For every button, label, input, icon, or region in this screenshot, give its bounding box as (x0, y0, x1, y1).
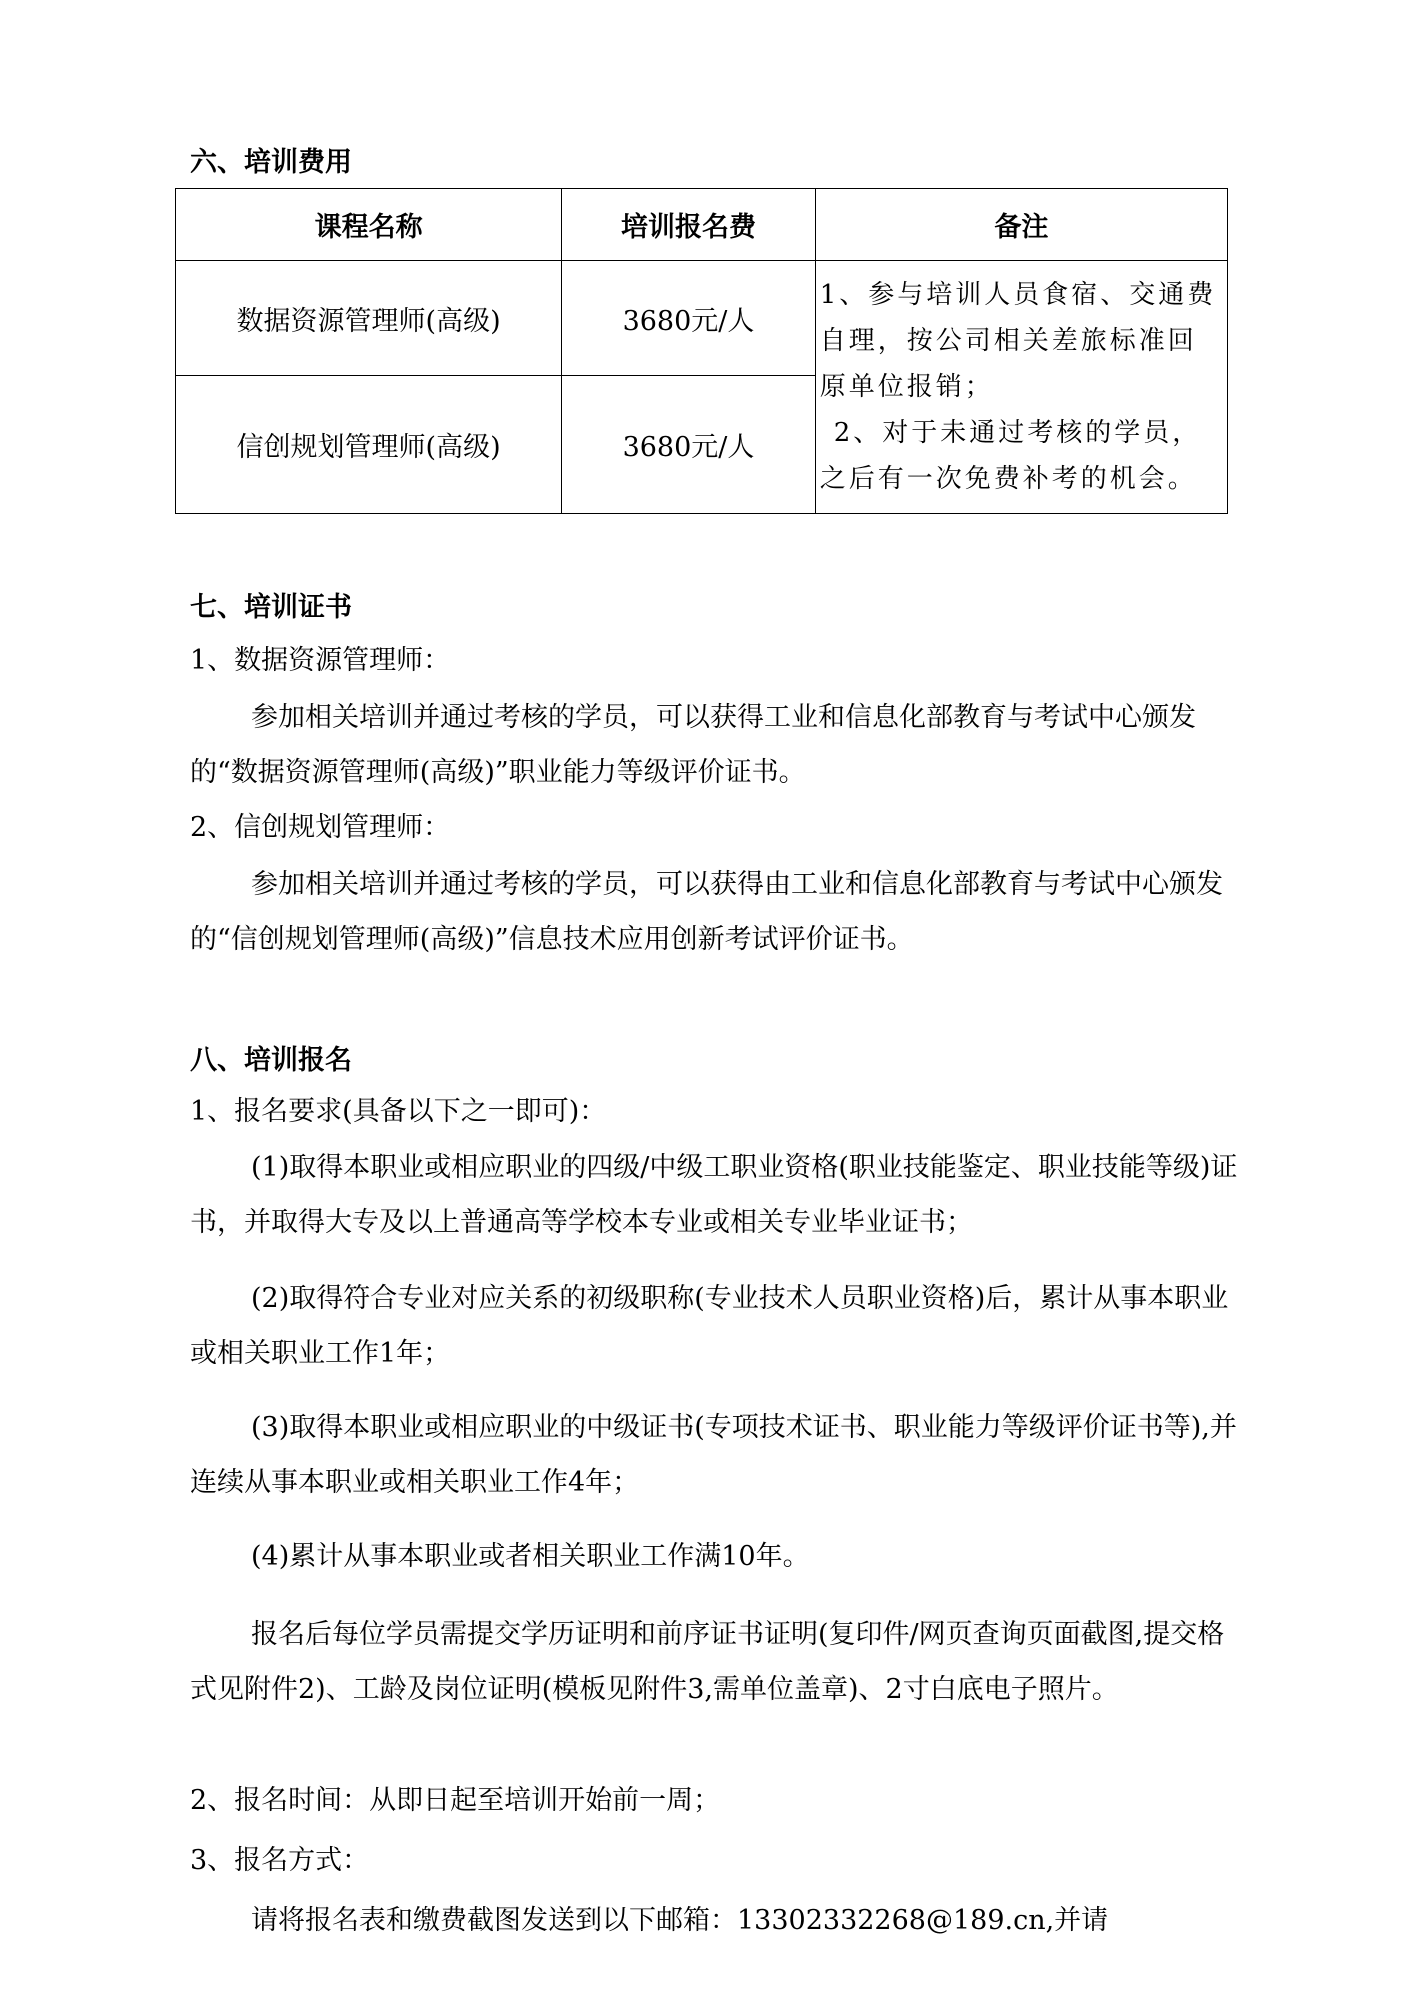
course-name: 数据资源管理师(高级) (176, 261, 562, 376)
cert-item-1-title: 1、数据资源管理师： (190, 645, 451, 676)
section-7-title: 七、培训证书 (190, 592, 352, 623)
header-remark: 备注 (815, 189, 1227, 261)
remark-cell (815, 261, 1227, 514)
requirement-4: (4)累计从事本职业或者相关职业工作满10年。 (251, 1541, 810, 1572)
submission-note: 报名后每位学员需提交学历证明和前序证书证明(复印件/网页查询页面截图,提交格式见附件2)、工龄及岗位证明(模板见附件3,需单位盖章)、2寸白底电子照片。 (190, 1619, 1225, 1705)
requirements-title: 1、报名要求(具备以下之一即可)： (190, 1096, 607, 1127)
remark-line-2: 2、对于未通过考核的学员， 之后有一次免费补考的机会。 (819, 418, 1202, 494)
registration-time: 2、报名时间：从即日起至培训开始前一周； (190, 1785, 721, 1816)
registration-method-title: 3、报名方式： (190, 1845, 370, 1876)
cert-item-2-text: 参加相关培训并通过考核的学员，可以获得由工业和信息化部教育与考试中心颁发的“信创规划管理师(高级)”信息技术应用创新考试评价证书。 (190, 869, 1223, 955)
cert-item-2-title: 2、信创规划管理师： (190, 812, 451, 843)
header-course: 课程名称 (176, 189, 562, 261)
section-8-title: 八、培训报名 (190, 1045, 352, 1076)
course-fee: 3680元/人 (562, 261, 816, 376)
registration-method-text: 请将报名表和缴费截图发送到以下邮箱：13302332268@189.cn,并请 (251, 1905, 1109, 1936)
requirement-3: (3)取得本职业或相应职业的中级证书(专项技术证书、职业能力等级评价证书等),并连续从事本职业或相关职业工作4年； (190, 1412, 1237, 1498)
course-name: 信创规划管理师(高级) (176, 376, 562, 514)
requirement-1: (1)取得本职业或相应职业的四级/中级工职业资格(职业技能鉴定、职业技能等级)证书，并取得大专及以上普通高等学校本专业或相关专业毕业证书； (190, 1152, 1238, 1238)
fee-table (175, 188, 1228, 514)
requirement-2: (2)取得符合专业对应关系的初级职称(专业技术人员职业资格)后，累计从事本职业或相关职业工作1年； (190, 1283, 1229, 1369)
section-6-title: 六、培训费用 (190, 147, 352, 178)
header-fee: 培训报名费 (562, 189, 816, 261)
table-header-row (176, 189, 1228, 261)
course-fee: 3680元/人 (562, 376, 816, 514)
cert-item-1-text: 参加相关培训并通过考核的学员，可以获得工业和信息化部教育与考试中心颁发的“数据资源管理师(高级)”职业能力等级评价证书。 (190, 702, 1196, 788)
table-row (176, 261, 1228, 376)
remark-line-1: 1、参与培训人员食宿、交通费自理，按公司相关差旅标准回原单位报销； (819, 280, 1217, 402)
